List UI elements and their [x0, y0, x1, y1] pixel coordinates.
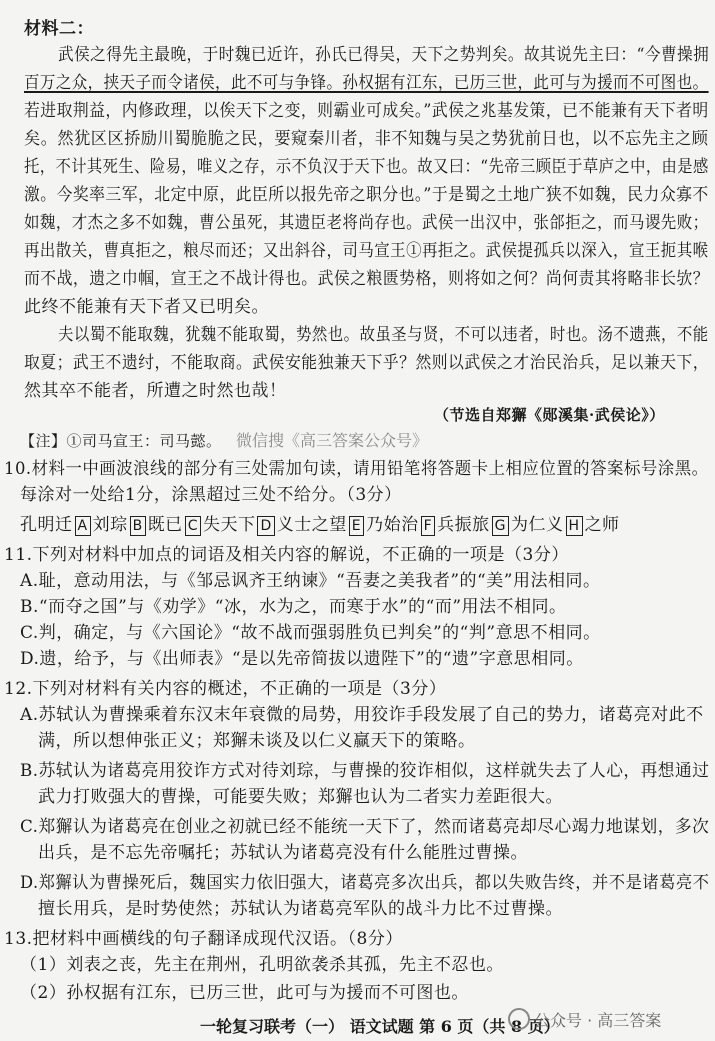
q13-item-1: （1）刘表之丧，先主在荆州，孔明欲袭杀其孤，先主不忍也。 — [20, 955, 504, 975]
q10-segment-line — [20, 514, 620, 536]
q10-stem: 10.材料一中画波浪线的部分有三处需加句读，请用铅笔将答题卡上相应位置的答案标号涂黑。 — [4, 459, 709, 479]
q13-stem: 13.把材料中画横线的句子翻译成现代汉语。（8分） — [4, 929, 403, 949]
passage-line: 激。今奖率三军，北定中原，此臣所以报先帝之职分也。”于是蜀之土地广狭不如魏，民力众寡不 — [24, 185, 709, 205]
q10-letter-box: B — [130, 516, 146, 536]
q10-segment: 乃始治 — [366, 515, 419, 535]
q10-letter-box: G — [492, 516, 509, 536]
q11-option-a: A.耻，意动用法，与《邹忌讽齐王纳谏》“吾妻之美我者”的“美”用法相同。 — [20, 571, 601, 591]
passage-line: 此终不能兼有天下者又已明矣。 — [24, 297, 269, 317]
wechat-watermark-text: 公众号 · 高三答案 — [534, 1011, 662, 1030]
q10-stem-2: 每涂对一处给1分，涂黑超过三处不给分。（3分） — [20, 485, 402, 505]
q11-stem: 11.下列对材料中加点的词语及相关内容的解说，不正确的一项是（3分） — [4, 545, 569, 565]
wechat-watermark — [508, 1008, 661, 1031]
passage-line: 矣。然犹区区挢励川蜀脆脆之民，要窥秦川者，非不知魏与吴之势犹前日也，以不忘先主之顾 — [24, 129, 709, 149]
q10-letter-box: C — [185, 516, 201, 536]
q13-item-2: （2）孙权据有江东，已历三世，此可与为援而不可图也。 — [20, 983, 469, 1003]
q10-letter-box: D — [257, 516, 274, 536]
material-heading: 材料二： — [24, 19, 94, 39]
passage-line: 如魏，才杰之多不如魏，曹公虽死，其遗臣老将尚存也。武侯一出汉中，张郃拒之，而马谡先败； — [24, 213, 709, 233]
passage-line: 若进取荆益，内修政理，以俟天下之变，则霸业可成矣。”武侯之兆基发策，已不能兼有天下者明 — [24, 101, 709, 121]
passage-line: 再出散关，曹真拒之，粮尽而还；又出斜谷，司马宣王①再拒之。武侯提孤兵以深入，宣王扼其喉 — [24, 241, 709, 261]
q12-option-d: D.郑獬认为曹操死后，魏国实力依旧强大，诸葛亮多次出兵，都以失败告终，并不是诸葛亮不 — [20, 873, 710, 893]
passage-line: 而不战，遗之巾帼，宣王之不战计得也。武侯之粮匮势格，则将如之何？尚何责其将略非长欤？ — [24, 269, 710, 289]
q10-segment: 义士之望 — [276, 515, 347, 535]
q12-option-d-cont: 擅长用兵，是时势使然；苏轼认为诸葛亮军队的战斗力比不过曹操。 — [38, 899, 563, 919]
q10-segment: 既已 — [147, 515, 183, 535]
q10-letter-box: E — [349, 516, 364, 536]
q10-segment: 之师 — [584, 515, 620, 535]
source-citation: （节选自郑獬《郧溪集·武侯论》） — [434, 406, 665, 424]
q11-option-d: D.遗，给予，与《出师表》“是以先帝简拔以遗陛下”的“遗”字意思相同。 — [20, 649, 584, 669]
q10-letter-box: F — [421, 516, 436, 536]
passage-line-underlined: 百万之众，挟天子而令诸侯，此不可与争锋。孙权据有江东，已历三世，此可与为援而不可图也。 — [24, 73, 709, 93]
passage-line: 夫以蜀不能取魏，犹魏不能取蜀，势然也。故虽圣与贤，不可以违者，时也。汤不遗燕，不能 — [58, 325, 709, 345]
passage-line: 武侯之得先主最晚，于时魏已近许，孙氏已得吴，天下之势判矣。故其说先主曰：“今曹操拥 — [58, 45, 710, 65]
q10-segment: 孔明迁 — [20, 515, 73, 535]
q12-option-c-cont: 出兵，是不忘先帝嘱托；苏轼认为诸葛亮没有什么能胜过曹操。 — [38, 843, 528, 863]
page-footer: 一轮复习联考（一） 语文试题 第 6 页（共 8 页） — [200, 1017, 560, 1036]
q10-segment: 为仁义 — [511, 515, 564, 535]
q11-option-b: B.“而夺之国”与《劝学》“冰，水为之，而寒于水”的“而”用法不相同。 — [20, 597, 567, 617]
q10-letter-box: H — [566, 516, 583, 536]
q12-option-a: A.苏轼认为曹操乘着东汉末年衰微的局势，用狡诈手段发展了自己的势力，诸葛亮对此不 — [20, 705, 704, 725]
q10-segment: 兵振旅 — [437, 515, 490, 535]
wechat-logo-icon — [508, 1008, 530, 1030]
passage-line: 取夏；武王不遗纣，不能取商。武侯安能独兼天下乎？然则以武侯之才治民治兵，足以兼天下， — [24, 353, 710, 373]
q12-option-b: B.苏轼认为诸葛亮用狡诈方式对待刘琮，与曹操的狡诈相似，这样就失去了人心，再想通过 — [20, 761, 710, 781]
q10-segment: 刘琮 — [92, 515, 128, 535]
q12-option-c: C.郑獬认为诸葛亮在创业之初就已经不能统一天下了，然而诸葛亮却尽心竭力地谋划，多次 — [20, 817, 710, 837]
q11-option-c: C.判，确定，与《六国论》“故不战而强弱胜负已判矣”的“判”意思不相同。 — [20, 623, 601, 643]
q12-stem: 12.下列对材料有关内容的概述，不正确的一项是（3分） — [4, 679, 447, 699]
passage-line: 然其卒不能者，所遭之时然也哉！ — [24, 381, 287, 401]
watermark-search-text: 微信搜《高三答案公众号》 — [236, 431, 429, 450]
q12-option-b-cont: 武力打败强大的曹操，可能要失败；郑獬也认为二者实力差距很大。 — [38, 787, 563, 807]
footnote: 【注】①司马宣王：司马懿。 — [20, 432, 222, 450]
q10-segment: 失天下 — [202, 515, 256, 535]
q10-letter-box: A — [75, 516, 91, 536]
q12-option-a-cont: 满，所以想伸张正义；郑獬未谈及以仁义赢天下的策略。 — [38, 731, 476, 751]
passage-line: 托，不计其死生、险易，唯义之存，示不负汉于天下也。故又曰：“先帝三顾臣于草庐之中，由是感 — [24, 157, 709, 177]
